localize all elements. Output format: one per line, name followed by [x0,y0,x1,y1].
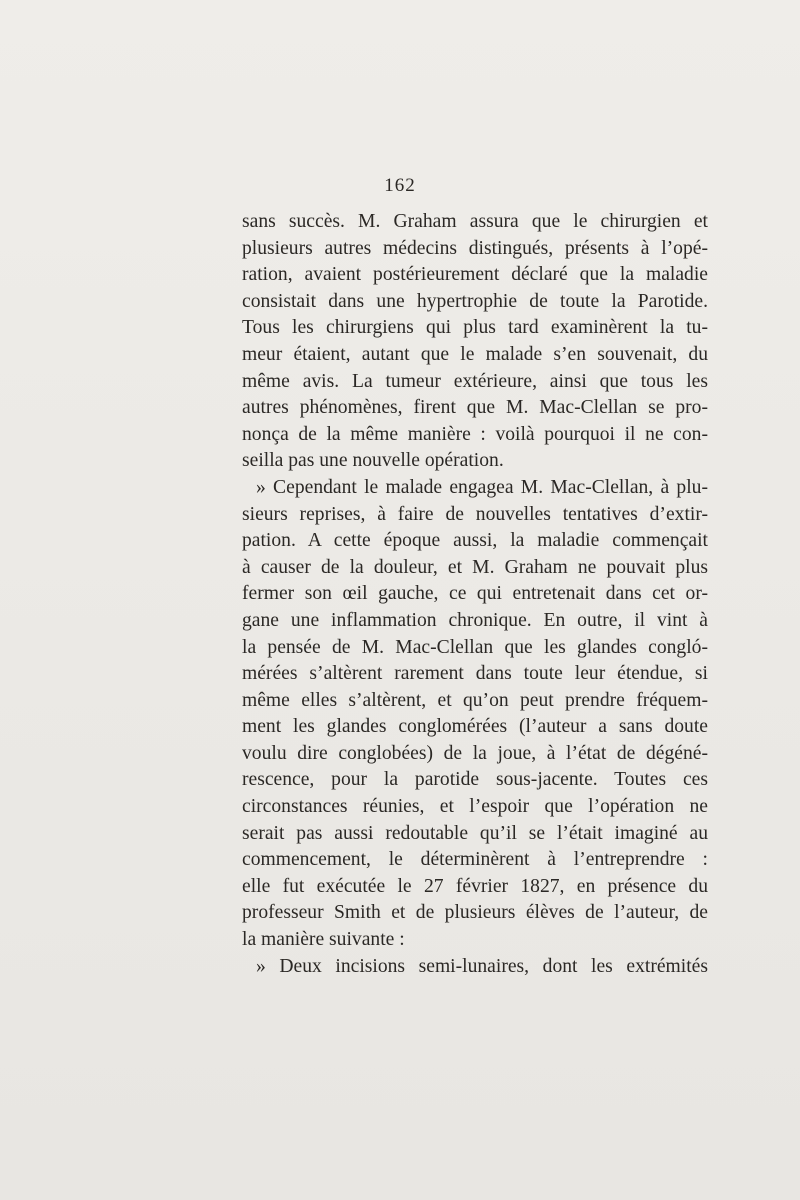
text-line: sieurs reprises, à faire de nouvelles tentatives d’extir- [242,503,708,525]
text-line: pation. A cette époque aussi, la maladie commençait [242,530,708,552]
text-line: sans succès. M. Graham assura que le chirurgien et [242,211,708,232]
text-line: meur étaient, autant que le malade s’en souvenait, du [242,343,708,365]
text-line: la pensée de M. Mac-Clellan que les glandes congló- [242,636,708,658]
text-line: autres phénomènes, firent que M. Mac-Clellan se pro- [242,397,708,419]
text-line: nonça de la même manière : voilà pourquoi il ne con- [242,423,708,445]
text-line: » Cependant le malade engagea M. Mac-Clellan, à plu- [256,476,708,498]
text-line: Tous les chirurgiens qui plus tard examinèrent la tu- [242,317,708,339]
text-line: à causer de la douleur, et M. Graham ne pouvait plus [242,556,708,578]
text-line: consistait dans une hypertrophie de toute la Parotide. [242,290,708,312]
text-line: commencement, le déterminèrent à l’entreprendre : [242,849,708,871]
text-line: professeur Smith et de plusieurs élèves de l’auteur, de [242,902,708,924]
page-number: 162 [384,175,416,196]
text-line: seilla pas une nouvelle opération. [242,450,504,472]
text-line: ment les glandes conglomérées (l’auteur a sans doute [242,716,708,738]
text-line: même elles s’altèrent, et qu’on peut prendre fréquem- [242,689,708,711]
text-line: mérées s’altèrent rarement dans toute leur étendue, si [242,663,708,685]
text-line: fermer son œil gauche, ce qui entretenait dans cet or- [242,583,708,605]
text-line: même avis. La tumeur extérieure, ainsi que tous les [242,370,708,392]
text-line: voulu dire conglobées) de la joue, à l’état de dégéné- [242,742,708,764]
text-line: serait pas aussi redoutable qu’il se l’était imaginé au [242,822,708,844]
text-line: gane une inflammation chronique. En outre, il vint à [242,609,708,631]
text-line: plusieurs autres médecins distingués, présents à l’opé- [242,237,708,259]
text-line: » Deux incisions semi-lunaires, dont les extrémités [256,955,708,977]
text-line: elle fut exécutée le 27 février 1827, en présence du [242,875,708,897]
text-line: circonstances réunies, et l’espoir que l’opération ne [242,796,708,818]
text-line: ration, avaient postérieurement déclaré que la maladie [242,264,708,286]
body-text [242,209,708,980]
text-line: la manière suivante : [242,929,405,951]
text-line: rescence, pour la parotide sous-jacente. Toutes ces [242,769,708,791]
